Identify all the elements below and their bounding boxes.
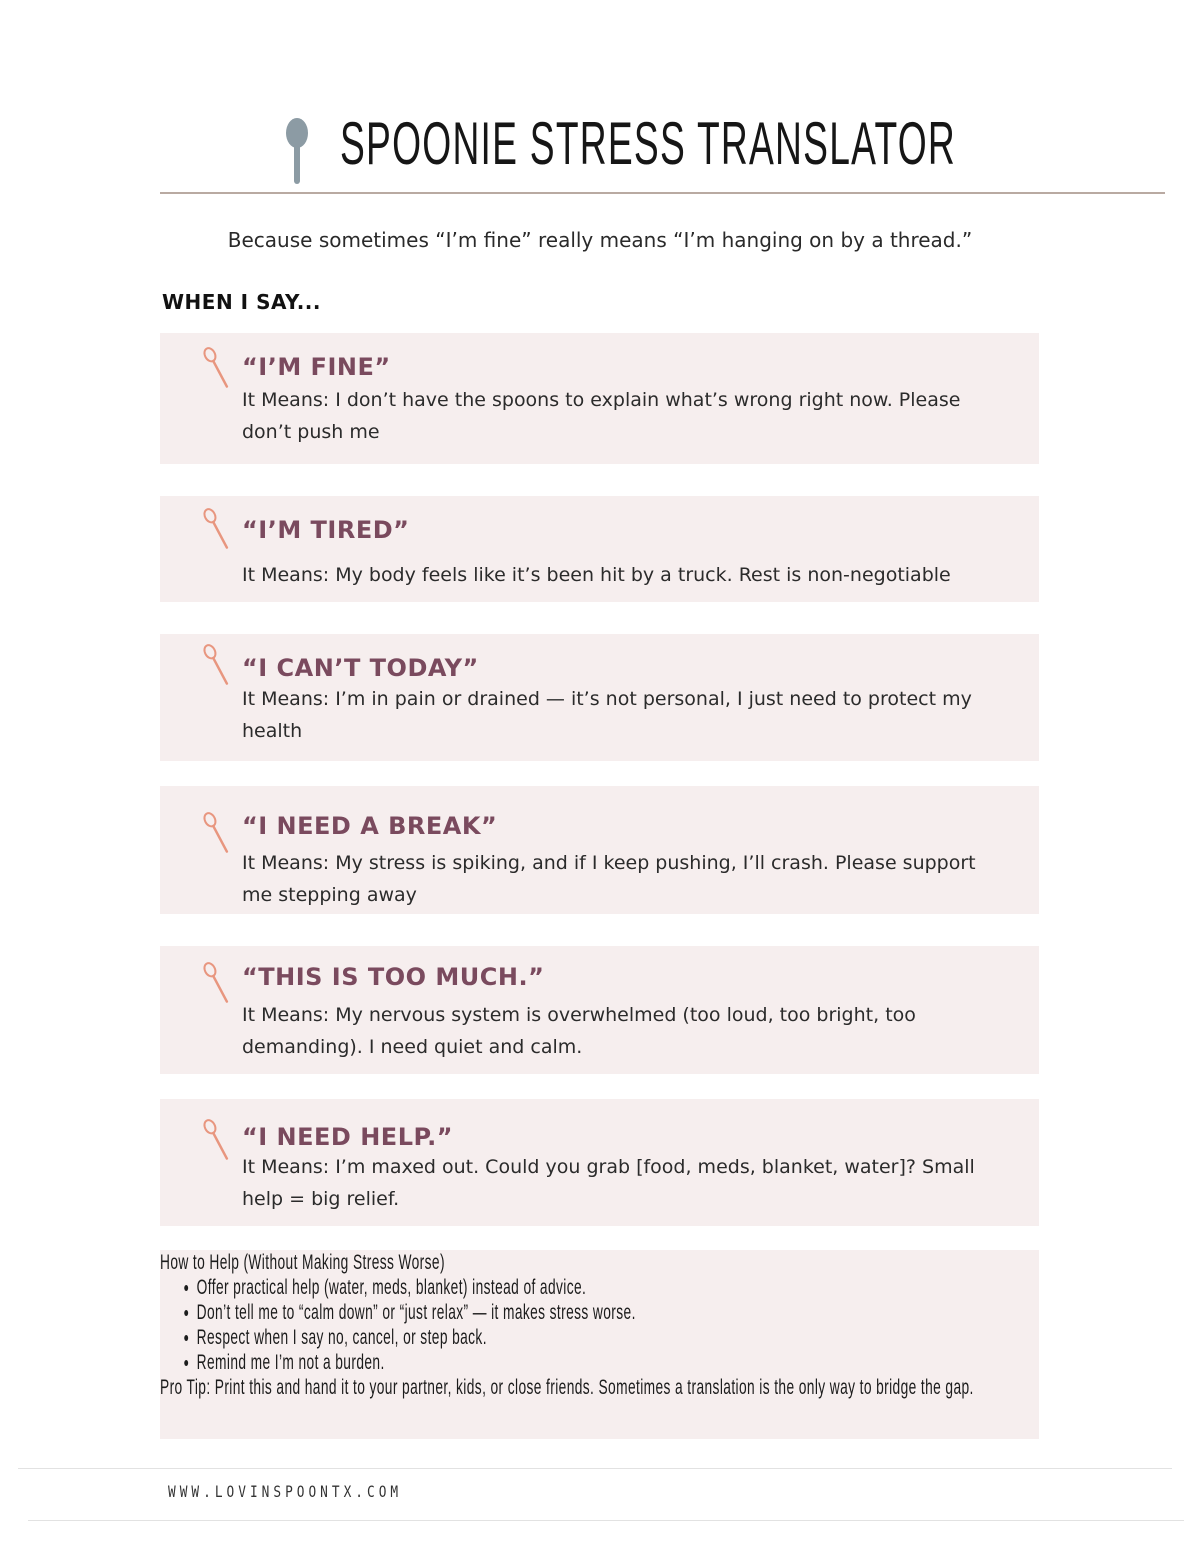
spoon-icon [202,345,232,391]
subtitle: Because sometimes “I’m fine” really means “I’m hanging on by a thread.” [227,228,973,252]
card-meaning: It Means: My nervous system is overwhelmed (too loud, too bright, too demanding). I need quiet and calm. [242,1004,916,1058]
spoon-icon [202,1117,232,1163]
translation-card [160,634,1039,761]
spoon-icon [202,960,232,1006]
pro-tip: Pro Tip: Print this and hand it to your partner, kids, or close friends. Sometimes a translation is the only way to bridge the gap. [160,1376,974,1399]
card-phrase: “I NEED A BREAK” [242,812,498,840]
card-meaning: It Means: My body feels like it’s been hit by a truck. Rest is non-negotiable [242,564,951,586]
card-meaning: It Means: My stress is spiking, and if I keep pushing, I’ll crash. Please support me stepping away [242,852,976,906]
header [0,108,1200,188]
how-to-help-box [160,1250,1039,1439]
section-heading: WHEN I SAY... [162,290,321,314]
list-item: • Don’t tell me to “calm down” or “just relax” — it makes stress worse. [197,1300,1038,1325]
spoon-icon [284,118,310,186]
spoon-icon [202,810,232,856]
translation-card [160,1099,1039,1226]
card-meaning: It Means: I’m in pain or drained — it’s not personal, I just need to protect my health [242,688,972,742]
card-meaning: It Means: I’m maxed out. Could you grab [food, meds, blanket, water]? Small help = big relief. [242,1156,975,1210]
card-phrase: “THIS IS TOO MUCH.” [242,963,545,991]
translation-card [160,786,1039,914]
page-title: SPOONIE STRESS TRANSLATOR [340,110,957,177]
footer-url[interactable]: WWW.LOVINSPOONTX.COM [168,1482,403,1501]
footer-divider-top [18,1468,1172,1469]
how-to-help-list [160,1275,1038,1375]
list-item: • Offer practical help (water, meds, blanket) instead of advice. [197,1275,1038,1300]
how-to-help-title: How to Help (Without Making Stress Worse) [160,1251,445,1274]
how-to-help-content [160,1250,1038,1400]
card-phrase: “I CAN’T TODAY” [242,654,479,682]
card-meaning: It Means: I don’t have the spoons to explain what’s wrong right now. Please don’t push me [242,389,961,443]
translation-card [160,333,1039,464]
spoon-icon [202,642,232,688]
translation-card [160,496,1039,602]
list-item: • Respect when I say no, cancel, or step back. [197,1325,1038,1350]
list-item: • Remind me I’m not a burden. [197,1350,1038,1375]
card-phrase: “I’M TIRED” [242,516,410,544]
card-phrase: “I NEED HELP.” [242,1123,454,1151]
spoon-icon [202,506,232,552]
card-phrase: “I’M FINE” [242,353,391,381]
footer-divider-bottom [28,1520,1184,1521]
title-divider [160,192,1165,194]
translation-card [160,946,1039,1074]
